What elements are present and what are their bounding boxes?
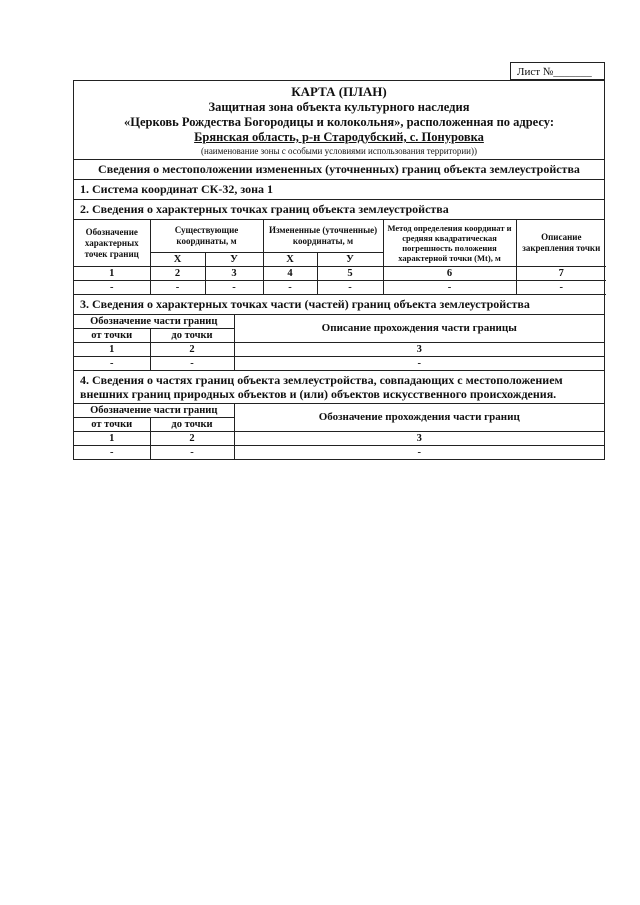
col-part-desc-header: Описание прохождения части границы xyxy=(234,315,604,343)
header-address: Брянская область, р-н Стародубский, с. Понуровка xyxy=(194,130,484,144)
num-cell: 2 xyxy=(150,343,234,357)
to-point-header: до точки xyxy=(150,329,234,343)
to-point-header: до точки xyxy=(150,418,234,432)
value-cell: - xyxy=(150,446,234,460)
num-cell: 4 xyxy=(263,267,317,281)
document-frame xyxy=(73,80,605,460)
num-cell: 1 xyxy=(74,432,150,446)
col-part-header: Обозначение части границ xyxy=(74,404,234,418)
value-cell: - xyxy=(383,281,516,295)
value-cell: - xyxy=(150,281,205,295)
num-cell: 1 xyxy=(74,343,150,357)
value-cell: - xyxy=(234,446,604,460)
table-row xyxy=(74,357,604,371)
value-cell: - xyxy=(205,281,263,295)
num-cell: 3 xyxy=(205,267,263,281)
col-boundary-desc-header: Обозначение прохождения части границ xyxy=(234,404,604,432)
value-cell: - xyxy=(150,357,234,371)
parts-table xyxy=(74,315,604,371)
from-point-header: от точки xyxy=(74,329,150,343)
num-cell: 2 xyxy=(150,267,205,281)
existing-y-header: У xyxy=(205,253,263,267)
header-line-3: «Церковь Рождества Богородицы и колокольня», расположенная по адресу: xyxy=(123,115,555,129)
num-cell: 7 xyxy=(516,267,606,281)
changed-y-header: У xyxy=(317,253,383,267)
value-cell: - xyxy=(74,357,150,371)
document-header xyxy=(74,81,604,160)
changed-x-header: Х xyxy=(263,253,317,267)
col-part-header: Обозначение части границ xyxy=(74,315,234,329)
from-point-header: от точки xyxy=(74,418,150,432)
num-cell: 3 xyxy=(234,343,604,357)
table-row xyxy=(74,446,604,460)
section-4-title: 4. Сведения о частях границ объекта землеустройства, совпадающих с местоположением внешних границ природных объектов и (или) объектов искусственного происхождения. xyxy=(74,371,604,404)
value-cell: - xyxy=(317,281,383,295)
section-2-title: 2. Сведения о характерных точках границ объекта землеустройства xyxy=(74,200,604,220)
header-line-2: Защитная зона объекта культурного наследия xyxy=(208,100,470,114)
existing-x-header: Х xyxy=(150,253,205,267)
table-row xyxy=(74,267,606,281)
points-table xyxy=(74,220,606,295)
col-method-header: Метод определения координат и средняя квадратическая погрешность положения характерной точки (Mt), м xyxy=(383,220,516,267)
num-cell: 1 xyxy=(74,267,150,281)
num-cell: 2 xyxy=(150,432,234,446)
col-changed-header: Измененные (уточненные) координаты, м xyxy=(263,220,383,253)
num-cell: 5 xyxy=(317,267,383,281)
boundaries-table xyxy=(74,404,604,459)
header-note: (наименование зоны с особыми условиями использования территории)) xyxy=(201,146,477,156)
value-cell: - xyxy=(74,446,150,460)
num-cell: 6 xyxy=(383,267,516,281)
value-cell: - xyxy=(74,281,150,295)
num-cell: 3 xyxy=(234,432,604,446)
table-row xyxy=(74,281,606,295)
value-cell: - xyxy=(263,281,317,295)
section-1-title: 1. Система координат СК-32, зона 1 xyxy=(74,180,604,200)
section-3-title: 3. Сведения о характерных точках части (частей) границ объекта землеустройства xyxy=(74,295,604,315)
sheet-number-box xyxy=(510,62,605,80)
document-title: КАРТА (ПЛАН) xyxy=(291,84,387,99)
col-desc-header: Описание закрепления точки xyxy=(516,220,606,267)
table-row xyxy=(74,343,604,357)
table-row xyxy=(74,432,604,446)
value-cell: - xyxy=(516,281,606,295)
value-cell: - xyxy=(234,357,604,371)
sheet-number-label: Лист №_______ xyxy=(517,66,592,78)
col-existing-header: Существующие координаты, м xyxy=(150,220,263,253)
info-title: Сведения о местоположении измененных (уточненных) границ объекта землеустройства xyxy=(74,160,604,180)
col-point-header: Обозначение характерных точек границ xyxy=(74,220,150,267)
